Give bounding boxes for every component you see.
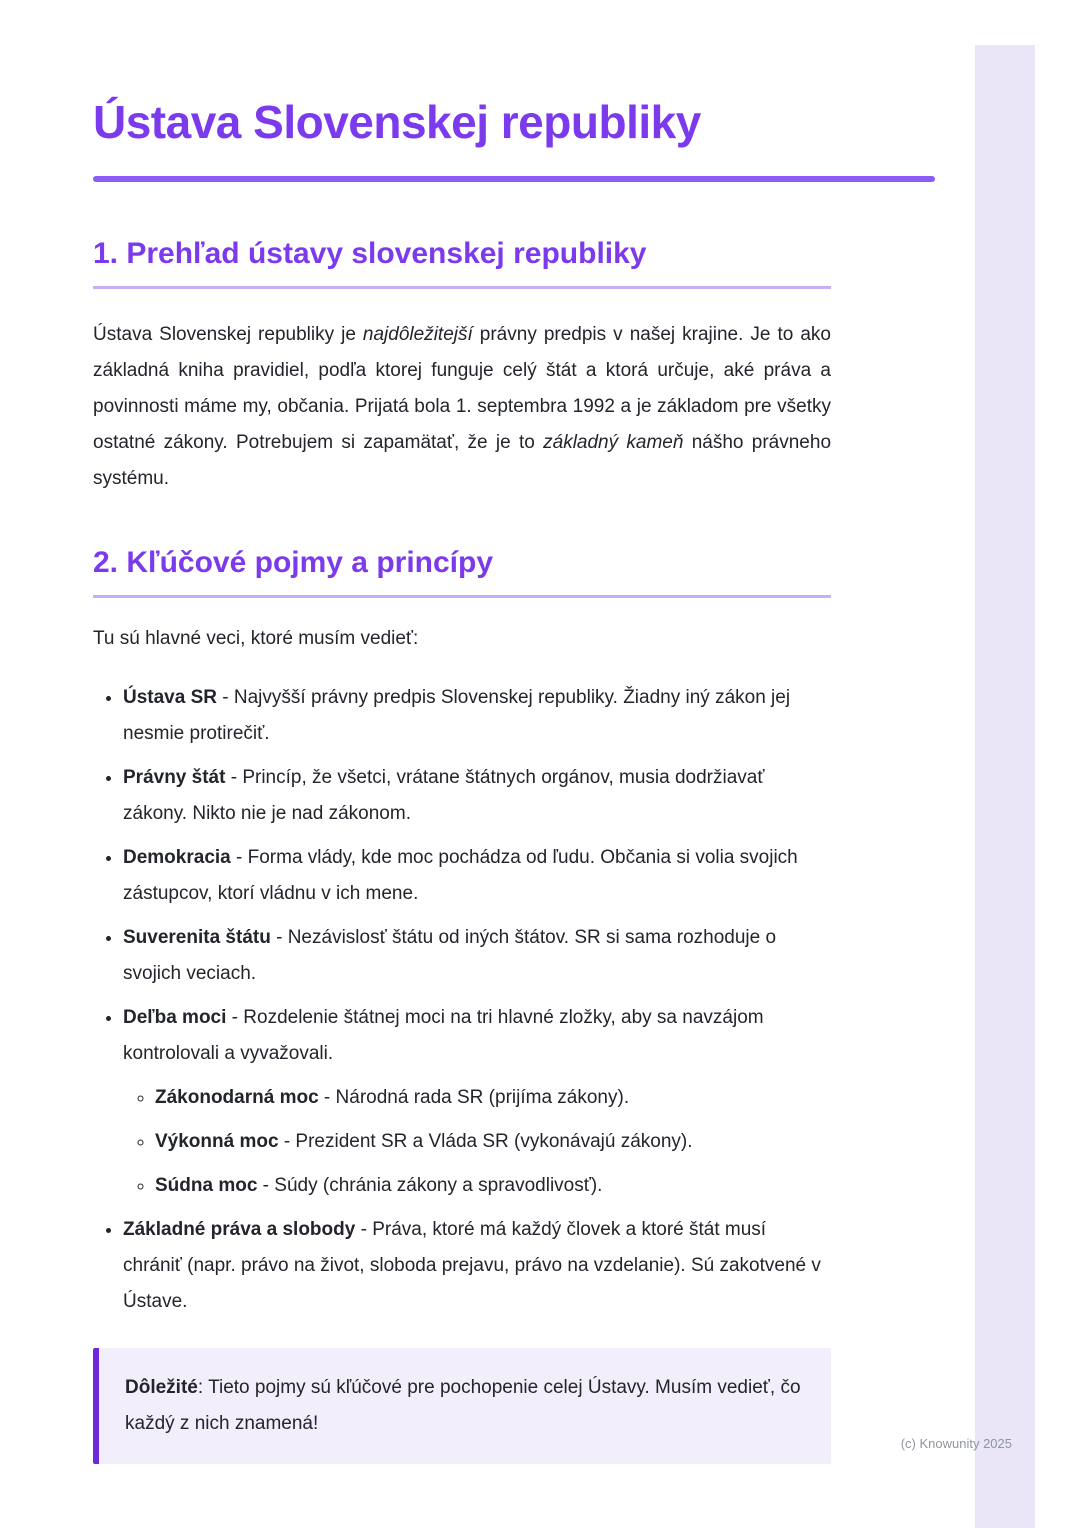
- sub-list-item: [155, 1080, 825, 1116]
- overview-paragraph: [93, 317, 831, 497]
- text-segment: nášho právneho systému.: [93, 432, 832, 489]
- title-divider: [93, 176, 935, 182]
- term-label: Výkonná moc: [155, 1131, 279, 1152]
- term-definition: - Rozdelenie štátnej moci na tri hlavné zložky, aby sa navzájom kontrolovali a vyvažovali.: [123, 1007, 764, 1064]
- list-item: [123, 1212, 825, 1320]
- list-item: [123, 920, 825, 992]
- text-segment: Ústava Slovenskej republiky je: [93, 324, 363, 345]
- list-item: [123, 840, 825, 912]
- term-label: Ústava SR: [123, 687, 217, 708]
- term-label: Demokracia: [123, 847, 231, 868]
- term-label: Základné práva a slobody: [123, 1219, 356, 1240]
- document-page: [93, 0, 938, 1464]
- important-callout: [93, 1348, 831, 1464]
- italic-term: základný kameň: [543, 432, 684, 453]
- term-definition: - Najvyšší právny predpis Slovenskej republiky. Žiadny iný zákon jej nesmie protirečiť.: [123, 687, 791, 744]
- section-2-heading: 2. Kľúčové pojmy a princípy: [93, 545, 831, 598]
- callout-label: Dôležité: [125, 1377, 198, 1398]
- text-segment: právny predpis v našej krajine. Je to ako základná kniha pravidiel, podľa ktorej funguje celý štát a ktorá určuje, aké práva a povinnosti máme my, občania. Prijatá bola 1. septembra 1992 a je základom pre všetky ostatné zákony. Potrebujem si zapamätať, že je to: [93, 324, 831, 453]
- italic-term: najdôležitejší: [362, 324, 473, 345]
- term-label: Deľba moci: [123, 1007, 227, 1028]
- term-definition: - Práva, ktoré má každý človek a ktoré štát musí chrániť (napr. právo na život, sloboda prejavu, právo na vzdelanie). Sú zakotvené v Ústave.: [123, 1219, 821, 1312]
- sub-list-item: [155, 1168, 825, 1204]
- term-definition: - Národná rada SR (prijíma zákony).: [318, 1087, 630, 1108]
- term-definition: - Prezident SR a Vláda SR (vykonávajú zákony).: [278, 1131, 693, 1152]
- sub-list-item: [155, 1124, 825, 1160]
- term-definition: - Nezávislosť štátu od iných štátov. SR si sama rozhoduje o svojich veciach.: [123, 927, 777, 984]
- copyright-note: (c) Knowunity 2025: [900, 1436, 1012, 1451]
- powers-sub-list: [123, 1080, 825, 1204]
- list-intro-text: Tu sú hlavné veci, ktoré musím vedieť:: [93, 628, 419, 649]
- page-title: Ústava Slovenskej republiky: [93, 96, 701, 148]
- term-definition: - Princíp, že všetci, vrátane štátnych orgánov, musia dodržiavať zákony. Nikto nie je nad zákonom.: [123, 767, 765, 824]
- term-label: Právny štát: [123, 767, 226, 788]
- list-item: [123, 760, 825, 832]
- term-label: Súdna moc: [155, 1175, 258, 1196]
- term-label: Zákonodarná moc: [155, 1087, 319, 1108]
- list-item: [123, 680, 825, 752]
- term-definition: - Súdy (chránia zákony a spravodlivosť).: [257, 1175, 603, 1196]
- key-concepts-list: [93, 680, 825, 1320]
- section-1-heading: 1. Prehľad ústavy slovenskej republiky: [93, 236, 831, 289]
- term-label: Suverenita štátu: [123, 927, 271, 948]
- callout-text: : Tieto pojmy sú kľúčové pre pochopenie celej Ústavy. Musím vedieť, čo každý z nich znamená!: [125, 1377, 801, 1434]
- term-definition: - Forma vlády, kde moc pochádza od ľudu. Občania si volia svojich zástupcov, ktorí vládnu v ich mene.: [123, 847, 798, 904]
- list-item: [123, 1000, 825, 1204]
- right-margin-stripe: [975, 45, 1035, 1528]
